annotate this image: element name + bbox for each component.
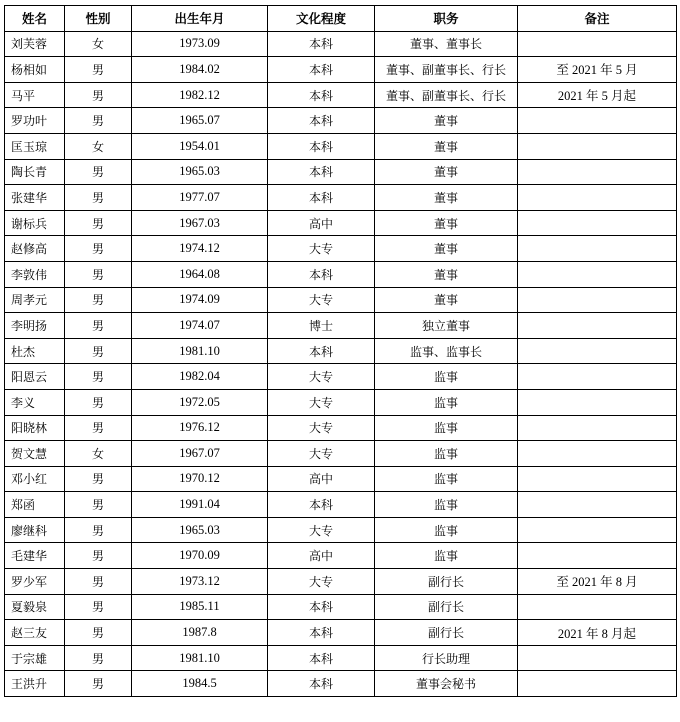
cell-gender: 男 [65,671,132,697]
cell-birth: 1974.09 [132,287,268,313]
cell-birth: 1981.10 [132,645,268,671]
cell-education: 本科 [268,57,375,83]
table-row [5,441,677,467]
cell-education: 本科 [268,492,375,518]
cell-education: 高中 [268,543,375,569]
cell-gender: 女 [65,31,132,57]
cell-birth: 1984.02 [132,57,268,83]
cell-gender: 男 [65,645,132,671]
cell-name: 邓小红 [5,466,65,492]
cell-education: 高中 [268,466,375,492]
table-row [5,492,677,518]
cell-note [518,31,677,57]
cell-education: 本科 [268,620,375,646]
cell-position: 董事会秘书 [375,671,518,697]
cell-position: 副行长 [375,620,518,646]
cell-note [518,594,677,620]
cell-note [518,492,677,518]
cell-position: 董事 [375,210,518,236]
cell-note [518,159,677,185]
cell-education: 本科 [268,133,375,159]
table-row [5,108,677,134]
cell-gender: 男 [65,261,132,287]
cell-gender: 男 [65,620,132,646]
cell-position: 监事 [375,492,518,518]
cell-gender: 男 [65,287,132,313]
cell-position: 监事 [375,543,518,569]
cell-gender: 男 [65,236,132,262]
cell-position: 董事 [375,108,518,134]
cell-birth: 1982.04 [132,364,268,390]
header-note: 备注 [518,6,677,32]
cell-birth: 1970.12 [132,466,268,492]
cell-education: 大专 [268,517,375,543]
cell-birth: 1973.12 [132,569,268,595]
cell-note [518,108,677,134]
cell-birth: 1973.09 [132,31,268,57]
cell-gender: 男 [65,364,132,390]
cell-education: 本科 [268,338,375,364]
cell-note [518,364,677,390]
cell-note [518,543,677,569]
cell-education: 大专 [268,287,375,313]
cell-education: 博士 [268,313,375,339]
cell-note [518,338,677,364]
table-row [5,543,677,569]
table-header-row [5,6,677,32]
table-row [5,671,677,697]
cell-name: 李敦伟 [5,261,65,287]
table-row [5,133,677,159]
cell-education: 本科 [268,185,375,211]
table-row [5,569,677,595]
cell-position: 副行长 [375,569,518,595]
header-position: 职务 [375,6,518,32]
cell-gender: 男 [65,594,132,620]
cell-name: 谢标兵 [5,210,65,236]
table-row [5,466,677,492]
cell-note [518,466,677,492]
cell-name: 周孝元 [5,287,65,313]
cell-position: 副行长 [375,594,518,620]
cell-gender: 男 [65,185,132,211]
cell-education: 大专 [268,236,375,262]
cell-education: 本科 [268,645,375,671]
table-row [5,185,677,211]
table-row [5,236,677,262]
cell-gender: 女 [65,441,132,467]
cell-birth: 1964.08 [132,261,268,287]
table-row [5,594,677,620]
cell-name: 郑函 [5,492,65,518]
cell-birth: 1974.07 [132,313,268,339]
cell-name: 马平 [5,82,65,108]
cell-education: 本科 [268,108,375,134]
cell-birth: 1967.03 [132,210,268,236]
cell-gender: 男 [65,313,132,339]
cell-note: 2021 年 5 月起 [518,82,677,108]
cell-gender: 男 [65,415,132,441]
cell-note [518,210,677,236]
cell-name: 毛建华 [5,543,65,569]
cell-name: 赵三友 [5,620,65,646]
cell-note [518,287,677,313]
cell-education: 大专 [268,389,375,415]
cell-note [518,389,677,415]
cell-birth: 1972.05 [132,389,268,415]
table-row [5,82,677,108]
cell-gender: 男 [65,543,132,569]
cell-position: 董事、副董事长、行长 [375,82,518,108]
cell-gender: 男 [65,338,132,364]
cell-birth: 1977.07 [132,185,268,211]
cell-position: 董事 [375,261,518,287]
cell-gender: 男 [65,159,132,185]
cell-education: 大专 [268,415,375,441]
cell-name: 贺文慧 [5,441,65,467]
cell-education: 大专 [268,569,375,595]
cell-note [518,261,677,287]
cell-note [518,415,677,441]
table-row [5,159,677,185]
cell-gender: 男 [65,82,132,108]
header-name: 姓名 [5,6,65,32]
cell-name: 阳恩云 [5,364,65,390]
table-row [5,287,677,313]
cell-position: 董事 [375,159,518,185]
cell-position: 监事 [375,415,518,441]
cell-name: 杨相如 [5,57,65,83]
table-row [5,57,677,83]
cell-education: 大专 [268,441,375,467]
cell-position: 行长助理 [375,645,518,671]
cell-gender: 女 [65,133,132,159]
cell-education: 本科 [268,261,375,287]
cell-education: 本科 [268,594,375,620]
table-row [5,210,677,236]
cell-position: 监事 [375,441,518,467]
cell-note [518,313,677,339]
table-body [5,31,677,696]
header-birth: 出生年月 [132,6,268,32]
cell-note [518,517,677,543]
cell-position: 监事 [375,466,518,492]
header-gender: 性别 [65,6,132,32]
cell-gender: 男 [65,389,132,415]
cell-education: 本科 [268,31,375,57]
table-row [5,645,677,671]
cell-name: 王洪升 [5,671,65,697]
table-row [5,415,677,441]
table-row [5,313,677,339]
cell-position: 董事 [375,185,518,211]
table-row [5,364,677,390]
cell-note: 至 2021 年 5 月 [518,57,677,83]
cell-name: 廖继科 [5,517,65,543]
table-row [5,261,677,287]
cell-birth: 1954.01 [132,133,268,159]
cell-birth: 1965.07 [132,108,268,134]
cell-name: 匡玉琼 [5,133,65,159]
cell-name: 夏毅泉 [5,594,65,620]
cell-position: 监事 [375,389,518,415]
cell-position: 监事 [375,517,518,543]
cell-gender: 男 [65,108,132,134]
cell-gender: 男 [65,517,132,543]
cell-note [518,185,677,211]
table-row [5,517,677,543]
table-row [5,389,677,415]
table-row [5,338,677,364]
cell-position: 监事、监事长 [375,338,518,364]
cell-position: 董事 [375,236,518,262]
cell-birth: 1985.11 [132,594,268,620]
cell-education: 本科 [268,159,375,185]
cell-name: 李义 [5,389,65,415]
header-education: 文化程度 [268,6,375,32]
cell-note [518,671,677,697]
cell-position: 独立董事 [375,313,518,339]
cell-birth: 1970.09 [132,543,268,569]
cell-position: 监事 [375,364,518,390]
cell-education: 本科 [268,82,375,108]
cell-birth: 1976.12 [132,415,268,441]
cell-name: 杜杰 [5,338,65,364]
cell-note: 至 2021 年 8 月 [518,569,677,595]
cell-education: 高中 [268,210,375,236]
cell-gender: 男 [65,569,132,595]
cell-gender: 男 [65,492,132,518]
cell-name: 罗少军 [5,569,65,595]
cell-note [518,133,677,159]
personnel-table-container [4,5,677,697]
cell-birth: 1965.03 [132,517,268,543]
cell-note [518,441,677,467]
cell-gender: 男 [65,210,132,236]
cell-position: 董事 [375,287,518,313]
personnel-table [4,5,677,697]
cell-position: 董事、副董事长、行长 [375,57,518,83]
cell-name: 罗功叶 [5,108,65,134]
cell-position: 董事、董事长 [375,31,518,57]
cell-birth: 1974.12 [132,236,268,262]
table-row [5,31,677,57]
cell-note [518,645,677,671]
cell-name: 李明扬 [5,313,65,339]
cell-name: 陶长青 [5,159,65,185]
cell-note [518,236,677,262]
cell-name: 于宗雄 [5,645,65,671]
cell-birth: 1967.07 [132,441,268,467]
cell-gender: 男 [65,466,132,492]
cell-gender: 男 [65,57,132,83]
cell-birth: 1987.8 [132,620,268,646]
cell-note: 2021 年 8 月起 [518,620,677,646]
cell-name: 张建华 [5,185,65,211]
cell-education: 大专 [268,364,375,390]
cell-birth: 1965.03 [132,159,268,185]
cell-name: 刘芙蓉 [5,31,65,57]
table-row [5,620,677,646]
cell-birth: 1981.10 [132,338,268,364]
cell-birth: 1991.04 [132,492,268,518]
cell-name: 阳晓林 [5,415,65,441]
cell-birth: 1984.5 [132,671,268,697]
cell-name: 赵修高 [5,236,65,262]
cell-position: 董事 [375,133,518,159]
cell-birth: 1982.12 [132,82,268,108]
cell-education: 本科 [268,671,375,697]
